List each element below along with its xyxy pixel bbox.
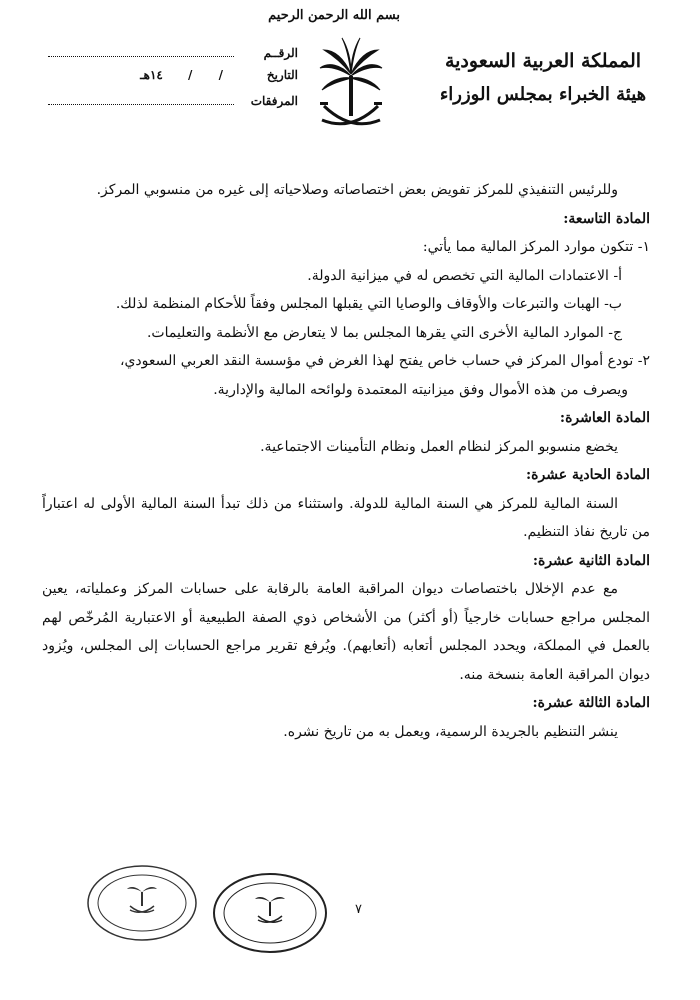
bismillah: بسم الله الرحمن الرحيم (268, 8, 400, 23)
article-13-text: ينشر التنظيم بالجريدة الرسمية، ويعمل به من تاريخ نشره. (283, 723, 618, 740)
article-9-item-2: ٢- تودع أموال المركز في حساب خاص يفتح لهذا الغرض في مؤسسة النقد العربي السعودي، (119, 353, 650, 369)
date-year-suffix: ١٤هـ (140, 68, 163, 82)
intro-paragraph: وللرئيس التنفيذي للمركز تفويض بعض اختصاصاته وصلاحياته إلى غيره من منسوبي المركز. (96, 182, 618, 198)
council-secretariat-seal-icon (86, 864, 198, 942)
date-value (48, 68, 234, 82)
date-label: التاريخ (266, 68, 298, 82)
page-number: ٧ (355, 902, 362, 917)
article-12-text: مع عدم الإخلال باختصاصات ديوان المراقبة العامة بالرقابة على حسابات المركز وعملياته، يعين المجلس مراجع حسابات خارجياً (أو أكثر) من الأشخاص ذوي الصفة الطبيعية أو الاعتبارية المُرخّص لهم بالعمل في المملكة، ويحدد المجلس أتعابه (أتعابهم). ويُرفع تقرير مراجع الحسابات إلى المجلس، ويُزود ديوان المراقبة العامة بنسخة منه. (42, 581, 650, 683)
article-10-heading: المادة العاشرة: (559, 410, 650, 426)
article-13-heading: المادة الثالثة عشرة: (532, 695, 650, 711)
article-12-heading: المادة الثانية عشرة: (532, 552, 650, 569)
article-9-sub-a: أ- الاعتمادات المالية التي تخصص له في ميزانية الدولة. (307, 267, 622, 284)
article-9-sub-c: ج- الموارد المالية الأخرى التي يقرها المجلس بما لا يتعارض مع الأنظمة والتعليمات. (146, 324, 622, 341)
palm-swords-emblem-icon (316, 36, 386, 136)
document-body (42, 176, 650, 746)
article-11-heading: المادة الحادية عشرة: (526, 467, 650, 483)
org-line-1: المملكة العربية السعودية (444, 50, 642, 72)
org-line-2: هيئة الخبراء بمجلس الوزراء (439, 84, 647, 105)
article-11-text: السنة المالية للمركز هي السنة المالية للدولة. واستثناء من ذلك تبدأ السنة المالية الأولى له اعتباراً من تاريخ نفاذ التنظيم. (42, 495, 650, 540)
article-10-text: يخضع منسوبو المركز لنظام العمل ونظام التأمينات الاجتماعية. (260, 438, 618, 455)
reference-label: الرقــم (263, 46, 298, 60)
experts-commission-seal-icon (212, 872, 328, 954)
article-9-heading: المادة التاسعة: (563, 210, 650, 227)
attachments-row (48, 92, 298, 116)
attachments-blank-line (48, 92, 234, 105)
date-separator: / (188, 68, 194, 82)
organization-name (428, 44, 658, 112)
attachments-label: المرفقات (250, 94, 298, 108)
article-9-sub-b: ب- الهبات والتبرعات والأوقاف والوصايا التي يقبلها المجلس وفقاً للأحكام المنظمة لذلك. (115, 296, 622, 312)
reference-block (48, 44, 298, 116)
article-9-item-1: ١- تتكون موارد المركز المالية مما يأتي: (422, 239, 650, 255)
date-row (48, 68, 298, 92)
reference-row (48, 44, 298, 68)
article-9-item-2-continued: ويصرف من هذه الأموال وفق ميزانيته المعتمدة ولوائحه المالية والإدارية. (213, 381, 628, 398)
reference-blank-line (48, 44, 234, 57)
date-separator: / (218, 68, 224, 82)
